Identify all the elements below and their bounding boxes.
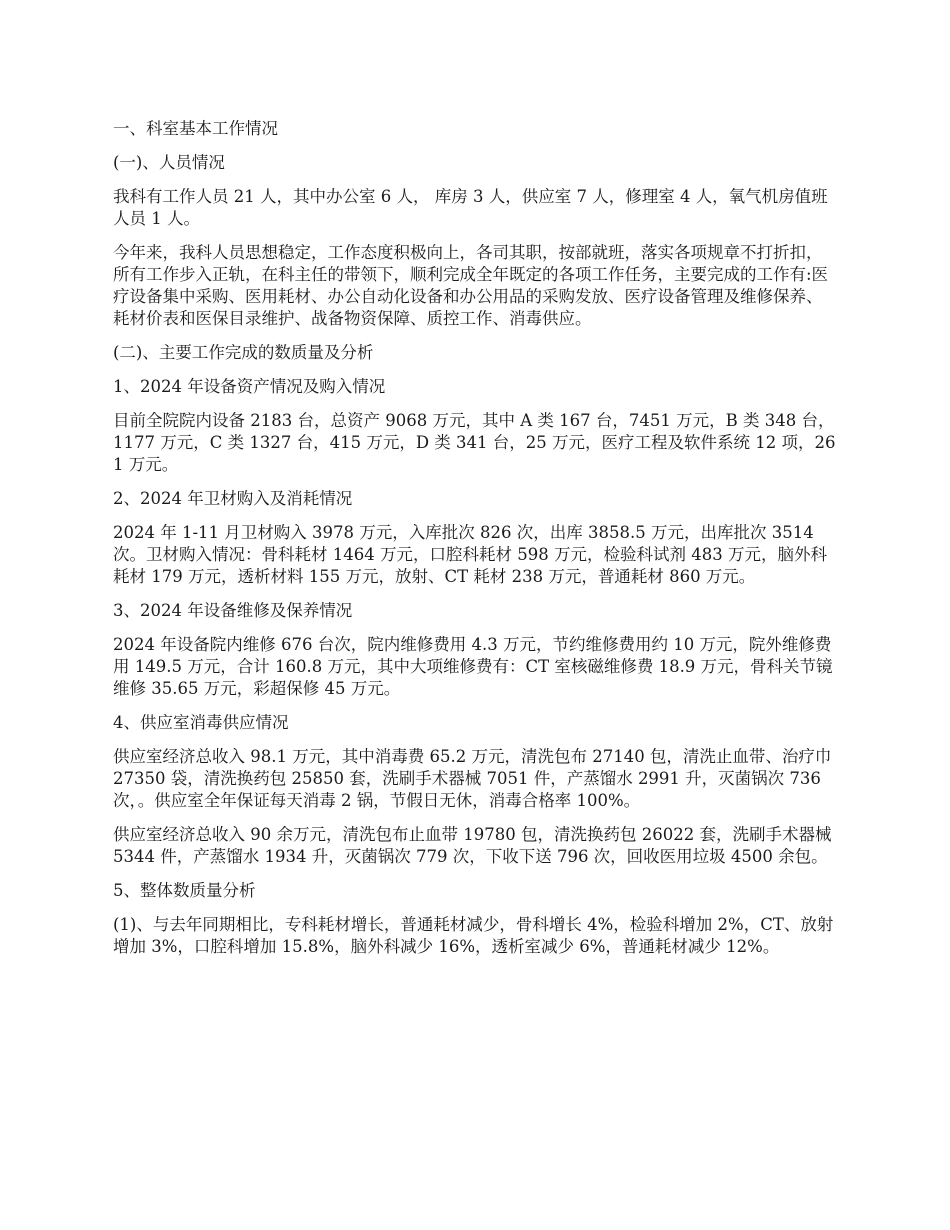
paragraph-staff-summary: 今年来，我科人员思想稳定，工作态度积极向上，各司其职，按部就班，落实各项规章不打折扣，所有工作步入正轨，在科主任的带领下，顺利完成全年既定的各项工作任务，主要完成的工作有:医疗设备集中采购、医用耗材、办公自动化设备和办公用品的采购发放、医疗设备管理及维修保养、耗材价表和医保目录维护、战备物资保障、质控工作、消毒供应。 xyxy=(113,243,829,328)
heading-consumables: 2、2024 年卫材购入及消耗情况 xyxy=(113,489,353,508)
paragraph-maintenance: 2024 年设备院内维修 676 台次，院内维修费用 4.3 万元，节约维修费用约 10 万元，院外维修费用 149.5 万元，合计 160.8 万元，其中大项维修费有：CT 室核磁维修费 18.9 万元，骨科关节镜维修 35.65 万元，彩超保修 45 万元。 xyxy=(113,635,833,698)
heading-sterilization: 4、供应室消毒供应情况 xyxy=(113,713,289,732)
paragraph-staff-count: 我科有工作人员 21 人，其中办公室 6 人， 库房 3 人，供应室 7 人，修理室 4 人，氧气机房值班人员 1 人。 xyxy=(113,187,828,228)
section-heading-basic-work: 一、科室基本工作情况 xyxy=(113,119,278,138)
heading-maintenance: 3、2024 年设备维修及保养情况 xyxy=(113,601,353,620)
paragraph-sterilization-1: 供应室经济总收入 98.1 万元，其中消毒费 65.2 万元，清洗包布 27140 包，清洗止血带、治疗巾 27350 袋，清洗换药包 25850 套，洗刷手术器械 7051 件，产蒸馏水 2991 升，灭菌锅次 736 次，。供应室全年保证每天消毒 2 锅，节假日无休，消毒合格率 100%。 xyxy=(113,747,832,810)
subsection-heading-staff: (一)、人员情况 xyxy=(113,153,225,172)
heading-equipment-assets: 1、2024 年设备资产情况及购入情况 xyxy=(113,377,386,396)
paragraph-equipment-assets: 目前全院院内设备 2183 台，总资产 9068 万元，其中 A 类 167 台，7451 万元，B 类 348 台，1177 万元，C 类 1327 台，415 万元，D 类 341 台，25 万元，医疗工程及软件系统 12 项，261 万元。 xyxy=(113,411,836,474)
subsection-heading-main-work: (二)、主要工作完成的数质量及分析 xyxy=(113,343,374,362)
paragraph-sterilization-2: 供应室经济总收入 90 余万元，清洗包布止血带 19780 包，清洗换药包 26022 套，洗刷手术器械 5344 件，产蒸馏水 1934 升，灭菌锅次 779 次，下收下送 796 次，回收医用垃圾 4500 余包。 xyxy=(113,825,832,866)
paragraph-consumables: 2024 年 1-11 月卫材购入 3978 万元，入库批次 826 次，出库 3858.5 万元，出库批次 3514 次。卫材购入情况：骨科耗材 1464 万元，口腔科耗材 598 万元，检验科试剂 483 万元，脑外科耗材 179 万元，透析材料 155 万元，放射、CT 耗材 238 万元，普通耗材 860 万元。 xyxy=(113,523,827,586)
document-page xyxy=(113,118,837,970)
paragraph-overall-analysis: (1)、与去年同期相比，专科耗材增长，普通耗材减少，骨科增长 4%，检验科增加 2%，CT、放射增加 3%，口腔科增加 15.8%，脑外科减少 16%，透析室减少 6%，普通耗材减少 12%。 xyxy=(113,915,834,956)
heading-overall-analysis: 5、整体数质量分析 xyxy=(113,881,256,900)
